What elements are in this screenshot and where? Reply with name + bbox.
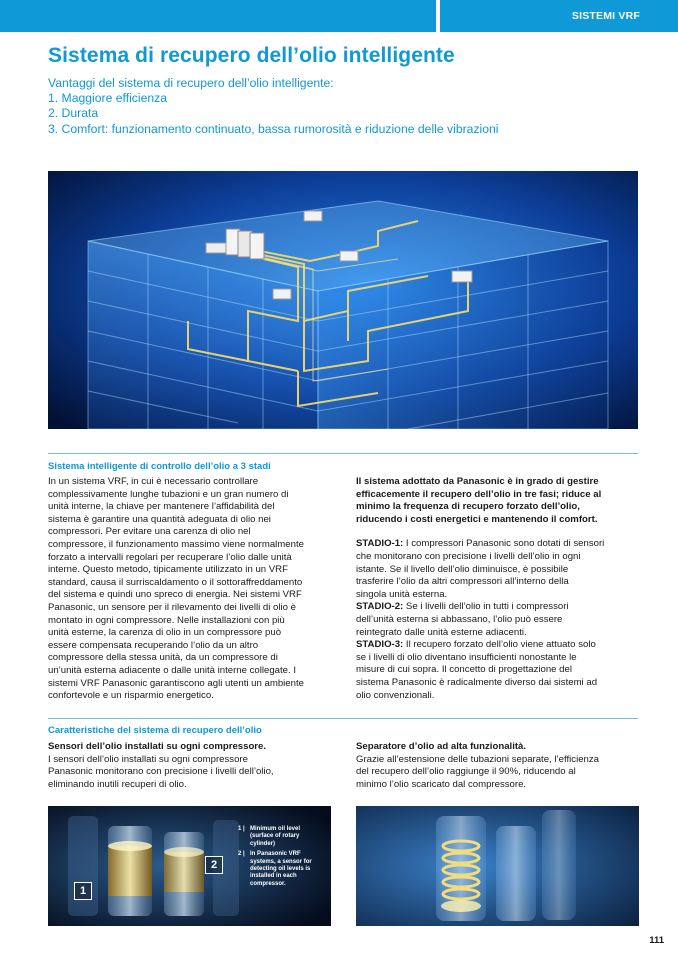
text-line: che monitorano con precisione i livelli dell’olio in ogni (356, 550, 581, 562)
text-line: compressore, il funzionamento massimo viene normalmente (48, 538, 304, 550)
section1-left-text (48, 476, 340, 703)
bold-line: Separatore d’olio ad alta funzionalità. (356, 741, 527, 752)
stage-label: STADIO-1: (356, 538, 404, 550)
stage-label: STADIO-3: (356, 639, 404, 651)
section2-right-text (356, 741, 646, 791)
legend-line: detecting oil levels is (250, 866, 311, 873)
text-line: dell’unità esterna si abbassano, l’olio può essere (356, 613, 563, 625)
header-bar (0, 0, 436, 32)
text-line: compressori. Per evitare una carenza di olio nel (48, 526, 251, 538)
bold-line: efficacemente il recupero dell’olio in tre fasi; riduce al (356, 488, 602, 500)
callout-badge-1: 1 (74, 882, 92, 900)
bold-line: Il sistema adottato da Panasonic è in grado di gestire (356, 476, 599, 487)
text-line: I sensori dell’olio installati su ogni compressore (48, 753, 248, 765)
stage-3 (356, 639, 646, 652)
indoor-unit (304, 211, 322, 221)
text-line: unità esterne, la carenza di olio in un compressore può (48, 627, 282, 639)
section1-right-text (356, 476, 646, 702)
intro-point: 3. Comfort: funzionamento continuato, bassa rumorosità e riduzione delle vibrazioni (48, 121, 499, 136)
text-line: un’unità esterna adiacente o dalle unità interne collegate. I (48, 664, 297, 676)
bold-line: minimo la frequenza di recupero forzato dell’olio, (356, 501, 580, 513)
oil-separator-graphic (356, 806, 639, 926)
text-line: sistemi VRF Panasonic garantiscono agli utenti un ambiente (48, 677, 304, 689)
indoor-unit (273, 289, 291, 299)
oil-separator-photo (356, 806, 639, 926)
text-line: I compressori Panasonic sono dotati di sensori (403, 538, 605, 550)
text-line: In un sistema VRF, in cui è necessario controllare (48, 476, 259, 487)
intro-point: 2. Durata (48, 106, 99, 121)
section-heading: Sistema intelligente di controllo dell’olio a 3 stadi (48, 461, 271, 472)
text-line: istante. Se il livello dell’olio diminuisce, è possibile (356, 563, 569, 575)
text-line: Panasonic, un sensore per il rilevamento dei livelli di olio è (48, 601, 296, 613)
legend-number: 1 | (238, 826, 245, 832)
text-line: Se i livelli dell’olio in tutti i compressori (403, 601, 569, 613)
legend-line: (surface of rotary (250, 833, 300, 840)
text-line: eliminando inutili recuperi di olio. (48, 778, 187, 790)
bold-line: riducendo i costi energetici e mantenendo il comfort. (356, 513, 598, 525)
divider (48, 453, 638, 454)
text-line: confortevole e un risparmio energetico. (48, 690, 214, 702)
text-line: sistema Panasonic è radicalmente diverso dai sistemi ad (356, 676, 598, 688)
legend-line: Minimum oil level (250, 826, 301, 832)
intro-point: 1. Maggiore efficienza (48, 91, 168, 106)
text-line: Il recupero forzato dell’olio viene attuato solo (403, 639, 596, 651)
text-line: reintegrato dalle unità esterne adiacenti. (356, 626, 527, 638)
legend-number: 2 | (238, 851, 245, 858)
text-line: unità interne, la chiave per mantenere l’affidabilità del (48, 501, 275, 513)
text-line: minimo l’olio scaricato dal compressore. (356, 778, 527, 790)
text-line: misure di cui sopra. Il concetto di progettazione del (356, 664, 572, 676)
bold-line: Sensori dell’olio installati su ogni compressore. (48, 741, 267, 752)
stage-2 (356, 601, 646, 614)
building-illustration (48, 171, 638, 429)
text-line: complessivamente lunghe tubazioni e un gran numero di (48, 488, 289, 500)
section2-left-text (48, 741, 340, 791)
building-wireframe-graphic (48, 171, 638, 429)
indoor-unit (340, 251, 358, 261)
callout-badge-2: 2 (205, 856, 223, 874)
stage-1 (356, 538, 646, 551)
text-line: essere compensata recuperando l’olio da un altro (48, 639, 259, 651)
stage-label: STADIO-2: (356, 601, 404, 613)
text-line: forzato a intervalli regolari per recuperare l’olio dalle unità (48, 551, 292, 563)
text-line: olio convenzionali. (356, 689, 435, 701)
text-line: interne. Questo metodo, tipicamente utilizzato in un VRF (48, 564, 288, 576)
text-line: compressore della stessa unità, da un compressore di (48, 652, 278, 664)
legend-line: In Panasonic VRF (250, 851, 301, 858)
legend-line: installed in each (250, 873, 297, 880)
legend-item (238, 851, 328, 888)
text-line: del sistema e quindi uno spreco di energia. Nei sistemi VRF (48, 589, 302, 601)
divider (48, 718, 638, 719)
text-line: Panasonic monitorano con precisione i livelli dell’olio, (48, 766, 274, 778)
text-line: singola unità esterna. (356, 588, 448, 600)
text-line: trasferire l’olio da altri compressori all’interno della (356, 576, 569, 588)
intro-heading: Vantaggi del sistema di recupero dell’olio intelligente: (48, 76, 334, 90)
indoor-unit (452, 271, 472, 282)
section-heading: Caratteristiche del sistema di recupero dell’olio (48, 725, 262, 736)
text-line: se i livelli di olio diventano insufficienti nonostante le (356, 651, 577, 663)
page-title: Sistema di recupero dell’olio intelligente (48, 44, 455, 67)
intro-block (48, 76, 499, 137)
page-number: 111 (649, 935, 664, 946)
text-line: del recupero dell’olio raggiunge il 90%, riducendo al (356, 766, 576, 778)
photo-legend (238, 826, 328, 891)
legend-item (238, 826, 328, 848)
text-line: standard, causa il surriscaldamento o il sottoraffreddamento (48, 576, 303, 588)
text-line: Grazie all’estensione delle tubazioni separate, l’efficienza (356, 753, 600, 765)
legend-line: cylinder) (250, 840, 276, 847)
legend-line: systems, a sensor for (250, 858, 312, 865)
legend-line: compressor. (250, 880, 286, 887)
text-line: sistema è garantire una quantità adeguata di olio nei (48, 513, 271, 525)
text-line: montato in ogni compressore. Nelle installazioni con più (48, 614, 285, 626)
section-label: SISTEMI VRF (440, 0, 678, 32)
